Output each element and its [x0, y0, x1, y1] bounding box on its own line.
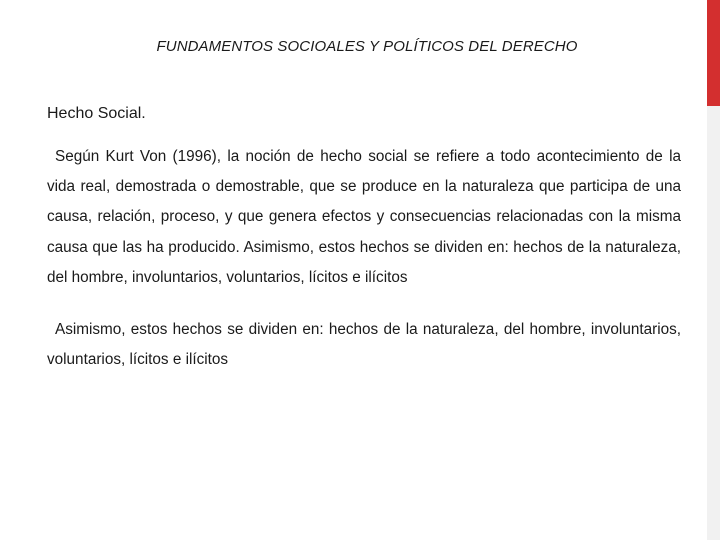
accent-side-strip [707, 106, 720, 540]
section-heading: Hecho Social. [47, 105, 146, 122]
slide-title: FUNDAMENTOS SOCIOALES Y POLÍTICOS DEL DERECHO [156, 38, 578, 55]
body-paragraph-1: Según Kurt Von (1996), la noción de hecho social se refiere a todo acontecimiento de la vida real, demostrada o demostrable, que se produce en la naturaleza que participa de una causa, relación, proceso, y que genera efectos y consecuencias relacionadas con la misma causa que las ha producido. Asimismo, estos hechos se dividen en: hechos de la naturaleza, del hombre, involuntarios, voluntarios, lícitos e ilícitos [47, 148, 681, 286]
body-paragraph-2: Asimismo, estos hechos se dividen en: hechos de la naturaleza, del hombre, involuntarios, voluntarios, lícitos e ilícitos [47, 321, 681, 369]
